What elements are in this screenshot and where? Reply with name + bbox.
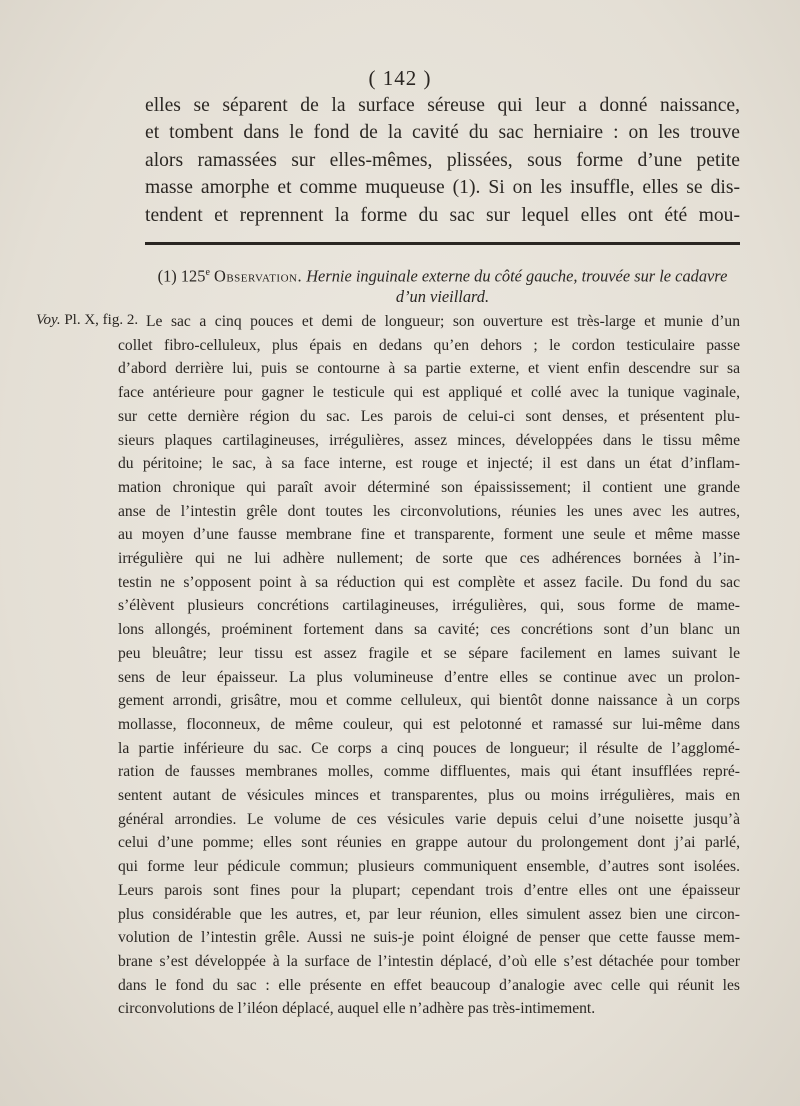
footnote-number: (1) 125 (157, 266, 206, 286)
footnote-title-line-2: d’un vieillard. (395, 287, 490, 307)
footnote-separator-rule (145, 242, 740, 245)
footnote-line: ration de fausses membranes molles, comme diffluentes, mais qui étant insufflées repré- (118, 763, 740, 781)
footnote-line: volution de l’intestin grêle. Aussi ne suis-je point éloigné de penser que cette fausse mem- (118, 929, 740, 947)
footnote-line: peu bleuâtre; leur tissu est assez fragile et se sépare facilement en lames suivant le (118, 644, 740, 662)
footnote-line: mollasse, floconneux, de même couleur, qui est pelotonné et ramassé sur lui-même dans (118, 715, 740, 733)
footnote-line: au moyen d’une fausse membrane fine et transparente, forment une seule et même masse (118, 526, 740, 544)
margin-reference-plate: Pl. X, fig. 2. (64, 312, 139, 328)
main-text (145, 92, 740, 229)
main-text-line: et tombent dans le fond de la cavité du sac herniaire : on les trouve (145, 122, 740, 144)
main-text-line: masse amorphe et comme muqueuse (1). Si on les insuffle, elles se dis- (145, 177, 740, 199)
footnote-line: Le sac a cinq pouces et demi de longueur; son ouverture est très-large et munie d’un (146, 313, 740, 330)
footnote-line: celui d’une pomme; elles sont réunies en grappe autour du prolongement dont j’ai parlé, (118, 834, 740, 852)
footnote-line: plus considérable que les autres, et, par leur réunion, elles simulent assez bien une circon- (118, 905, 740, 923)
footnote-line: la partie inférieure du sac. Ce corps a cinq pouces de longueur; il résulte de l’agglomé- (118, 739, 740, 757)
footnote-line: face antérieure pour gagner le testicule qui est appliqué et collé avec la tunique vaginale, (118, 384, 740, 402)
footnote-line: testin ne s’opposent point à sa réduction qui est complète et assez facile. Du fond du sac (118, 573, 740, 591)
footnote-heading-line-1 (145, 262, 740, 286)
footnote-line: brane s’est développée à la surface de l’intestin déplacé, d’où elle s’est détachée pour tomber (118, 952, 740, 970)
main-text-line: elles se séparent de la surface séreuse qui leur a donné naissance, (145, 95, 740, 116)
footnote-line: lons allongés, proéminent fortement dans sa cavité; ces concrétions sont d’un blanc un (118, 621, 740, 639)
footnote-line: s’élèvent plusieurs concrétions cartilagineuses, irrégulières, qui, sous forme de mame- (118, 597, 740, 615)
footnote-line: Leurs parois sont fines pour la plupart; cependant trois d’entre elles ont une épaisseur (118, 881, 740, 899)
footnote-line: collet fibro-celluleux, plus épais en dedans qu’en dehors ; le cordon testiculaire passe (118, 336, 740, 354)
footnote-line: qui forme leur pédicule commun; plusieurs communiquent ensemble, d’autres sont isolées. (118, 858, 740, 876)
footnote-number-superscript: e (205, 267, 210, 278)
footnote-line: sieurs plaques cartilagineuses, irrégulières, assez minces, développées dans le tissu même (118, 431, 740, 449)
footnote-line: du péritoine; le sac, à sa face interne, est rouge et injecté; il est dans un état d’inflam- (118, 455, 740, 473)
footnote-line: dans le fond du sac : elle présente en effet beaucoup d’analogie avec celle qui réunit les (118, 976, 740, 994)
footnote-body (118, 310, 740, 1021)
footnote-line: circonvolutions de l’iléon déplacé, auquel elle n’adhère pas très-intimement. (118, 1000, 596, 1018)
footnote-line: sens de leur épaisseur. La plus volumineuse d’entre elles se continue avec un prolon- (118, 668, 740, 686)
main-text-line: tendent et reprennent la forme du sac sur lequel elles ont été mou- (145, 204, 740, 226)
main-text-line: alors ramassées sur elles-mêmes, plissées, sous forme d’une petite (145, 149, 740, 171)
footnote-line: gement arrondi, grisâtre, mou et comme celluleux, qui bientôt donne naissance à un corps (118, 692, 740, 710)
footnote-line: d’abord derrière lui, puis se contourne à sa partie externe, et vient enfin descendre sur sa (118, 360, 740, 378)
footnote-title-line-1: Hernie inguinale externe du côté gauche, trouvée sur le cadavre (306, 266, 728, 286)
footnote-line: sentent autant de vésicules minces et transparentes, plus ou moins irrégulières, mais en (118, 787, 740, 805)
footnote-label: Observation. (214, 266, 303, 286)
footnote-line: mation chronique qui paraît avoir déterminé son épaississement; il contient une grande (118, 478, 740, 496)
margin-reference-voy: Voy. (36, 312, 61, 328)
footnote-line: irrégulière qui ne lui adhère nullement; de sorte que ces adhérences bornées à l’in- (118, 550, 740, 568)
footnote-line: anse de l’intestin grêle dont toutes les circonvolutions, réunies les unes avec les autres, (118, 502, 740, 520)
footnote-heading (145, 262, 740, 307)
footnote-line: général arrondies. Le volume de ces vésicules varie depuis celui d’une noisette jusqu’à (118, 810, 740, 828)
footnote-line: sur cette dernière région du sac. Les parois de celui-ci sont denses, et présentent plu- (118, 407, 740, 425)
page-number: ( 142 ) (368, 66, 432, 90)
